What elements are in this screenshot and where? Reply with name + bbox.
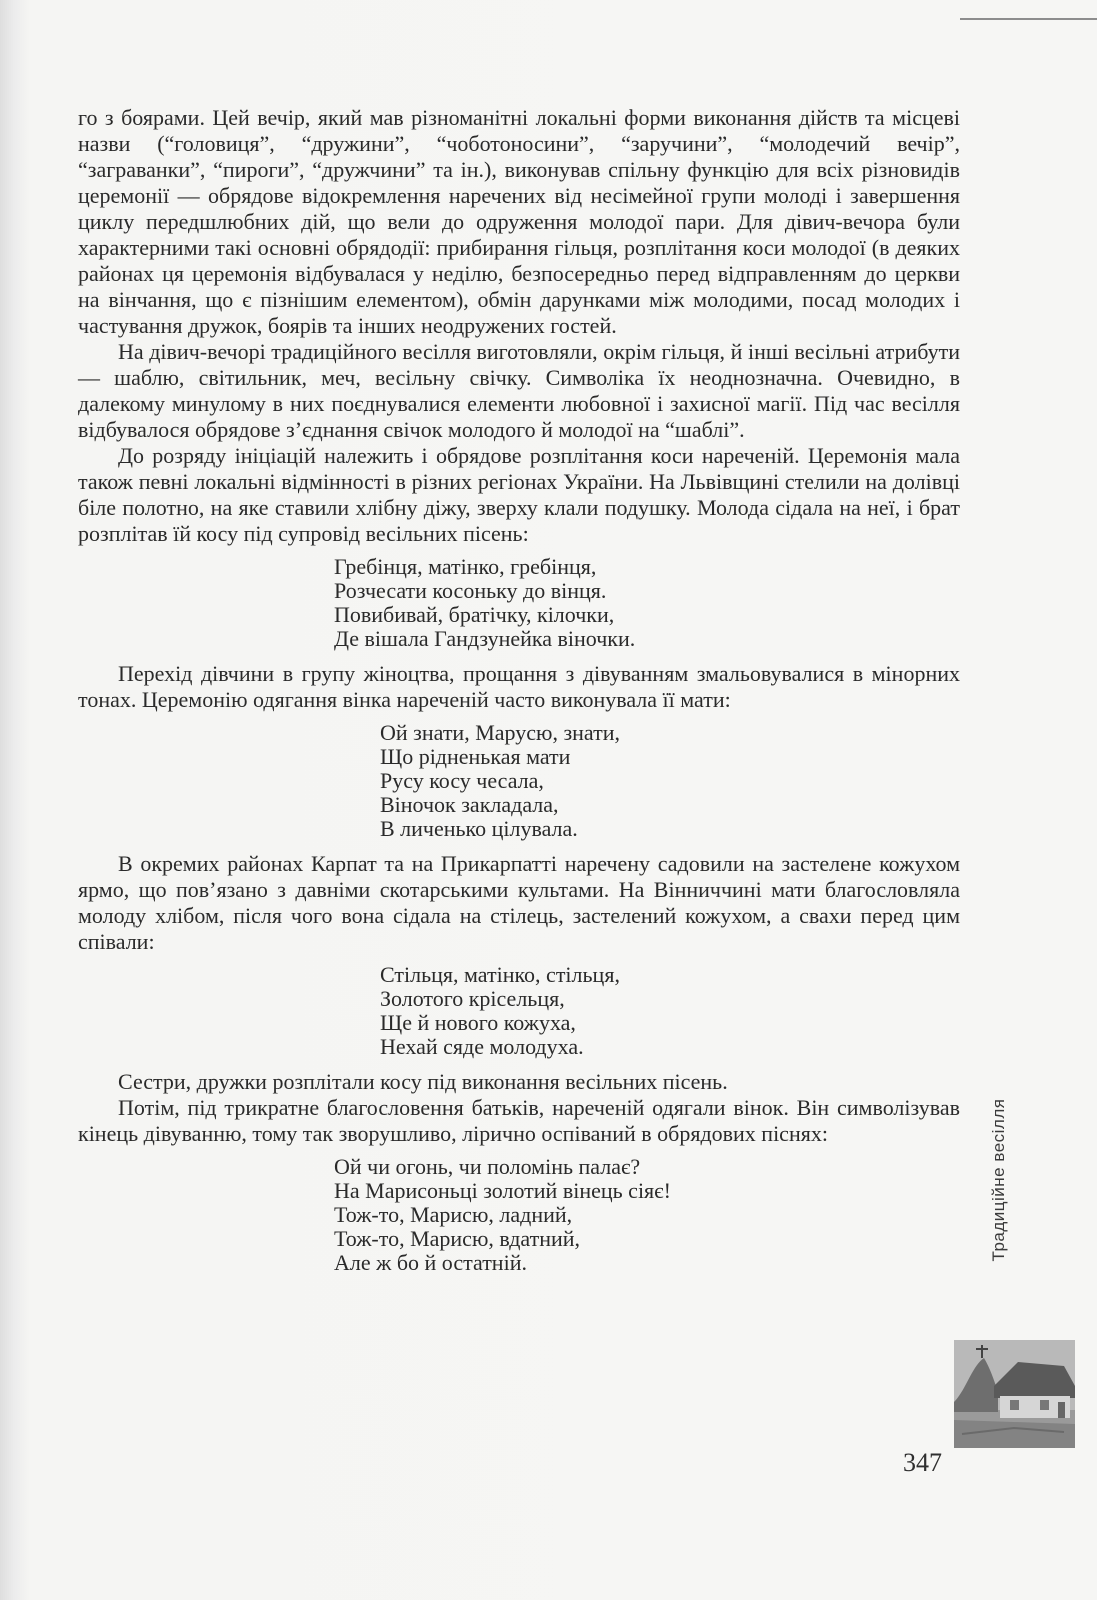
verse-3 — [78, 963, 960, 1059]
verse-4 — [78, 1155, 960, 1275]
verse-line: Ще й нового кожуха, — [380, 1010, 576, 1035]
verse-2 — [78, 721, 960, 841]
verse-line: Де вішала Гандзунейка віночки. — [334, 626, 636, 651]
verse-line: Віночок закладала, — [380, 792, 559, 817]
verse-line: Русу косу чесала, — [380, 768, 544, 793]
verse-line: В личенько цілувала. — [380, 816, 578, 841]
verse-line: Ой знати, Марусю, знати, — [380, 720, 620, 745]
village-house-icon — [954, 1340, 1075, 1448]
verse-line: Розчесати косоньку до вінця. — [334, 578, 607, 603]
top-rule-divider — [960, 18, 1097, 20]
verse-1 — [78, 555, 960, 651]
verse-line: Але ж бо й остатній. — [334, 1250, 527, 1275]
verse-line: Стільця, матінко, стільця, — [380, 962, 620, 987]
verse-line: Нехай сяде молодуха. — [380, 1034, 584, 1059]
paragraph-5: В окремих районах Карпат та на Прикарпатті наречену садовили на застелене кожухом ярмо, що пов’язано з давніми скотарськими культами. На Вінниччині мати благословляла молоду хлібом, після чого вона сідала на стілець, застелений кожухом, а свахи перед цим співали: — [78, 851, 960, 954]
paragraph-4: Перехід дівчини в групу жіноцтва, прощання з дівуванням змальовувалися в мінорних тонах. Церемонію одягання вінка нареченій часто виконувала її мати: — [78, 661, 960, 712]
verse-line: Тож-то, Марисю, ладний, — [334, 1202, 573, 1227]
paragraph-2: На дівич-вечорі традиційного весілля виготовляли, окрім гільця, й інші весільні атрибути — шаблю, світильник, меч, весільну свічку. Символіка їх неоднозначна. Очевидно, в далекому минулому в них поєднувалися елементи любовної і захисної магії. Під час весілля відбувалося обрядове з’єднання свічок молодого й молодої на “шаблі”. — [78, 339, 960, 442]
verse-line: Гребінця, матінко, гребінця, — [334, 554, 597, 579]
verse-line: Повибивай, братічку, кілочки, — [334, 602, 615, 627]
section-side-label-text: Традиційне весілля — [989, 1098, 1008, 1262]
page-number: 347 — [903, 1448, 942, 1477]
verse-line: Ой чи огонь, чи поломінь палає? — [334, 1154, 641, 1179]
verse-line: Тож-то, Марисю, вдатний, — [334, 1226, 581, 1251]
paragraph-3: До розряду ініціацій належить і обрядове розплітання коси нареченій. Церемонія мала також певні локальні відмінності в різних регіонах України. На Львівщині стелили на долівці біле полотно, на яке ставили хлібну діжу, зверху клали подушку. Молода сідала на неї, і брат розплітав їй косу під супровід весільних пісень: — [78, 443, 960, 546]
page-body — [78, 105, 960, 1285]
verse-line: Золотого крісельця, — [380, 986, 565, 1011]
verse-line: Що рідненькая мати — [380, 744, 571, 769]
section-side-label — [986, 1080, 1012, 1280]
paragraph-6: Сестри, дружки розплітали косу під виконання весільних пісень. — [118, 1069, 728, 1094]
verse-line: На Марисоньці золотий вінець сіяє! — [334, 1178, 671, 1203]
paragraph-7: Потім, під трикратне благословення батьків, нареченій одягали вінок. Він символізував кінець дівуванню, тому так зворушливо, лірично оспіваний в обрядових піснях: — [78, 1095, 960, 1146]
paragraph-1: го з боярами. Цей вечір, який мав різноманітні локальні форми виконання дійств та місцеві назви (“головиця”, “дружини”, “чоботоносини”, “заручини”, “молодечий вечір”, “заграванки”, “пироги”, “дружчини” та ін.), виконував спільну функцію для всіх різновидів церемонії — обрядове відокремлення наречених від несімейної групи молоді і завершення циклу передшлюбних дій, що вели до одруження молодої пари. Для дівич-вечора були характерними такі основні обрядодії: прибирання гільця, розплітання коси молодої (в деяких районах ця церемонія відбувалася у неділю, безпосередньо перед відправленням до церкви на вінчання, що є пізнішим елементом), обмін дарунками між молодими, посад молодих і частування дружок, боярів та інших неодружених гостей. — [78, 105, 960, 338]
